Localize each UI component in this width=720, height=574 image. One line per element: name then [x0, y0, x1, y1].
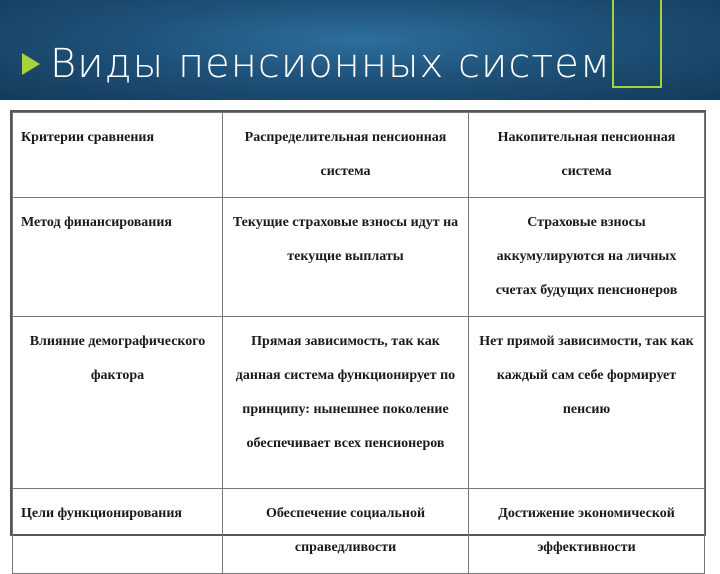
table-header-row	[13, 113, 705, 198]
slide-header	[0, 0, 720, 100]
table-row	[13, 198, 705, 317]
table-row	[13, 317, 705, 489]
column-header-distributive: Распределительная пенсионная система	[223, 113, 469, 198]
triangle-bullet-icon	[22, 53, 40, 75]
criterion-cell: Цели функционирования	[13, 489, 223, 574]
distributive-cell: Обеспечение социальной справедливости	[223, 489, 469, 574]
criterion-cell: Метод финансирования	[13, 198, 223, 317]
funded-cell: Достижение экономической эффективности	[469, 489, 705, 574]
table-row	[13, 489, 705, 574]
column-header-funded: Накопительная пенсионная система	[469, 113, 705, 198]
funded-cell: Нет прямой зависимости, так как каждый сам себе формирует пенсию	[469, 317, 705, 489]
column-header-criteria: Критерии сравнения	[13, 113, 223, 198]
distributive-cell: Текущие страховые взносы идут на текущие выплаты	[223, 198, 469, 317]
funded-cell: Страховые взносы аккумулируются на личных счетах будущих пенсионеров	[469, 198, 705, 317]
slide-title: Виды пенсионных систем	[50, 41, 612, 87]
comparison-table-grid	[12, 112, 705, 574]
title-row	[22, 34, 611, 94]
distributive-cell: Прямая зависимость, так как данная система функционирует по принципу: нынешнее поколение обеспечивает всех пенсионеров	[223, 317, 469, 489]
header-accent-frame	[612, 0, 662, 88]
criterion-cell: Влияние демографического фактора	[13, 317, 223, 489]
comparison-table	[10, 110, 706, 555]
